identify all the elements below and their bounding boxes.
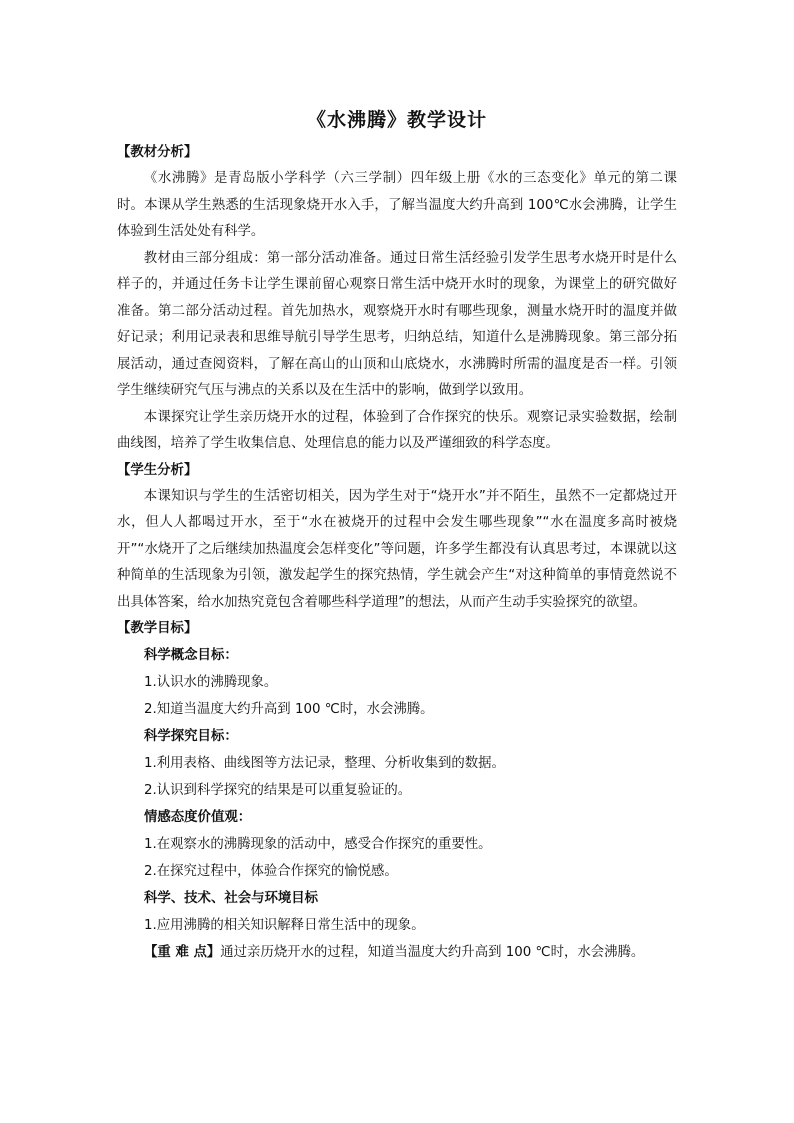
concept-goal-item-2: 2.知道当温度大约升高到 100 ℃时，水会沸腾。 — [144, 702, 434, 717]
inquiry-goal-item-1: 1.利用表格、曲线图等方法记录，整理、分析收集到的数据。 — [144, 756, 505, 771]
inquiry-goal-title: 科学探究目标： — [144, 729, 238, 744]
student-paragraph-1: 本课知识与学生的生活密切相关，因为学生对于“烧开水”并不陌生，虽然不一定都烧过开水，但人人都喝过开水，至于“水在被烧开的过程中会发生哪些现象”“水在温度多高时被烧开”“水烧开了之后继续加热温度会怎样变化”等问题，许多学生都没有认真思考过，本课就以这种简单的生活现象为引领，激发起学生的探究热情，学生就会产生“对这种简单的事情竟然说不出具体答案，给水加热究竟包含着哪些科学道理”的想法，从而产生动手实验探究的欲望。 — [117, 488, 677, 610]
key-point-line — [117, 939, 677, 966]
teaching-goals-heading: 【教学目标】 — [117, 621, 198, 636]
emotion-goal-title: 情感态度价值观： — [144, 810, 252, 825]
inquiry-goal-item-2: 2.认识到科学探究的结果是可以重复验证的。 — [144, 783, 412, 798]
material-paragraph-3: 本课探究让学生亲历烧开水的过程，体验到了合作探究的快乐。观察记录实验数据，绘制曲线图，培养了学生收集信息、处理信息的能力以及严谨细致的科学态度。 — [117, 409, 677, 451]
emotion-goal-item-1: 1.在观察水的沸腾现象的活动中，感受合作探究的重要性。 — [144, 837, 492, 852]
concept-goal-item-1: 1.认识水的沸腾现象。 — [144, 675, 278, 690]
material-paragraph-2: 教材由三部分组成：第一部分活动准备。通过日常生活经验引发学生思考水烧开时是什么样子的，并通过任务卡让学生课前留心观察日常生活中烧开水时的现象，为课堂上的研究做好准备。第二部分活动过程。首先加热水，观察烧开水时有哪些现象，测量水烧开时的温度并做好记录；利用记录表和思维导航引导学生思考，归纳总结，知道什么是沸腾现象。第三部分拓展活动，通过查阅资料，了解在高山的山顶和山底烧水，水沸腾时所需的温度是否一样。引领学生继续研究气压与沸点的关系以及在生活中的影响，做到学以致用。 — [117, 250, 677, 398]
key-point-label: 【重 难 点】 — [144, 945, 221, 960]
concept-goal-title: 科学概念目标： — [144, 648, 238, 663]
material-analysis-heading: 【教材分析】 — [117, 145, 198, 160]
stse-goal-title: 科学、技术、社会与环境目标 — [144, 891, 319, 906]
stse-goal-item-1: 1.应用沸腾的相关知识解释日常生活中的现象。 — [144, 918, 425, 933]
student-analysis-heading: 【学生分析】 — [117, 462, 198, 478]
emotion-goal-item-2: 2.在探究过程中，体验合作探究的愉悦感。 — [144, 864, 398, 879]
document-body — [117, 140, 677, 966]
document-title: 《水沸腾》教学设计 — [306, 109, 487, 131]
material-paragraph-1: 《水沸腾》是青岛版小学科学（六三学制）四年级上册《水的三态变化》单元的第二课时。本课从学生熟悉的生活现象烧开水入手，了解当温度大约升高到 100℃水会沸腾，让学生体验到生活处处有科学。 — [117, 171, 677, 239]
key-point-text: 通过亲历烧开水的过程，知道当温度大约升高到 100 ℃时，水会沸腾。 — [220, 945, 645, 960]
